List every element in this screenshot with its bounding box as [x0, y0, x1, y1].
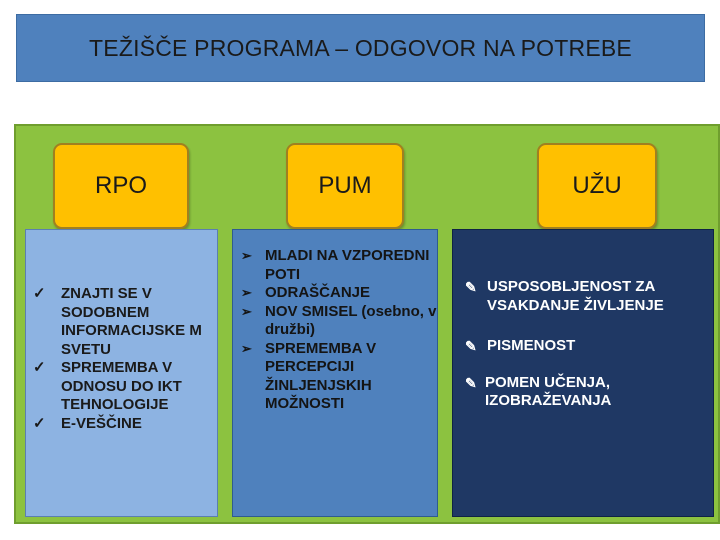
list-item-text: PISMENOST [487, 337, 576, 354]
list-item-text: SPREMEMBA V PERCEPCIJI ŽINLJENJSKIH MOŽNOSTI [265, 339, 377, 412]
pum-list [241, 247, 437, 414]
list-item [465, 278, 710, 315]
list-item [33, 359, 213, 415]
list-item [465, 337, 710, 356]
header-rpo-label: RPO [94, 172, 147, 199]
pencil-icon: ✎ [465, 338, 477, 354]
list-item-text: MLADI NA VZPOREDNI POTI [265, 247, 430, 283]
column-uzu [452, 229, 714, 517]
list-item-text: ODRAŠČANJE [265, 284, 371, 301]
list-item [33, 415, 213, 434]
rpo-list [33, 285, 213, 433]
title-bar [16, 14, 705, 82]
arrow-bullet-icon: ➢ [241, 303, 252, 319]
pencil-icon: ✎ [465, 279, 477, 295]
arrow-bullet-icon: ➢ [241, 340, 252, 356]
list-item [241, 247, 437, 284]
header-pum [286, 143, 404, 229]
header-uzu [537, 143, 657, 229]
uzu-list [465, 278, 710, 411]
column-pum [232, 229, 438, 517]
header-rpo [53, 143, 189, 229]
header-uzu-label: UŽU [572, 172, 622, 199]
header-pum-label: PUM [318, 172, 372, 199]
pencil-icon: ✎ [465, 374, 477, 391]
check-icon: ✓ [33, 414, 46, 432]
check-icon: ✓ [33, 359, 46, 376]
arrow-bullet-icon: ➢ [241, 285, 252, 300]
list-item [33, 285, 213, 359]
check-icon: ✓ [33, 285, 46, 302]
list-item-text: SPREMEMBA V ODNOSU DO IKT TEHNOLOGIJE [61, 359, 182, 413]
column-rpo [25, 229, 218, 517]
list-item-text: USPOSOBLJENOST ZA VSAKDANJE ŽIVLJENJE [487, 278, 664, 314]
list-item [241, 340, 437, 414]
list-item-text: NOV SMISEL (osebno, v družbi) [265, 302, 437, 338]
page-title: TEŽIŠČE PROGRAMA – ODGOVOR NA POTREBE [89, 34, 632, 61]
arrow-bullet-icon: ➢ [241, 248, 252, 263]
list-item-text: ZNAJTI SE V SODOBNEM INFORMACIJSKE M SVETU [61, 285, 202, 358]
list-item-text: E-VEŠČINE [61, 414, 142, 432]
list-item-text: POMEN UČENJA, IZOBRAŽEVANJA [485, 373, 612, 409]
list-item [241, 303, 437, 340]
list-item [241, 284, 437, 303]
list-item [465, 374, 710, 411]
